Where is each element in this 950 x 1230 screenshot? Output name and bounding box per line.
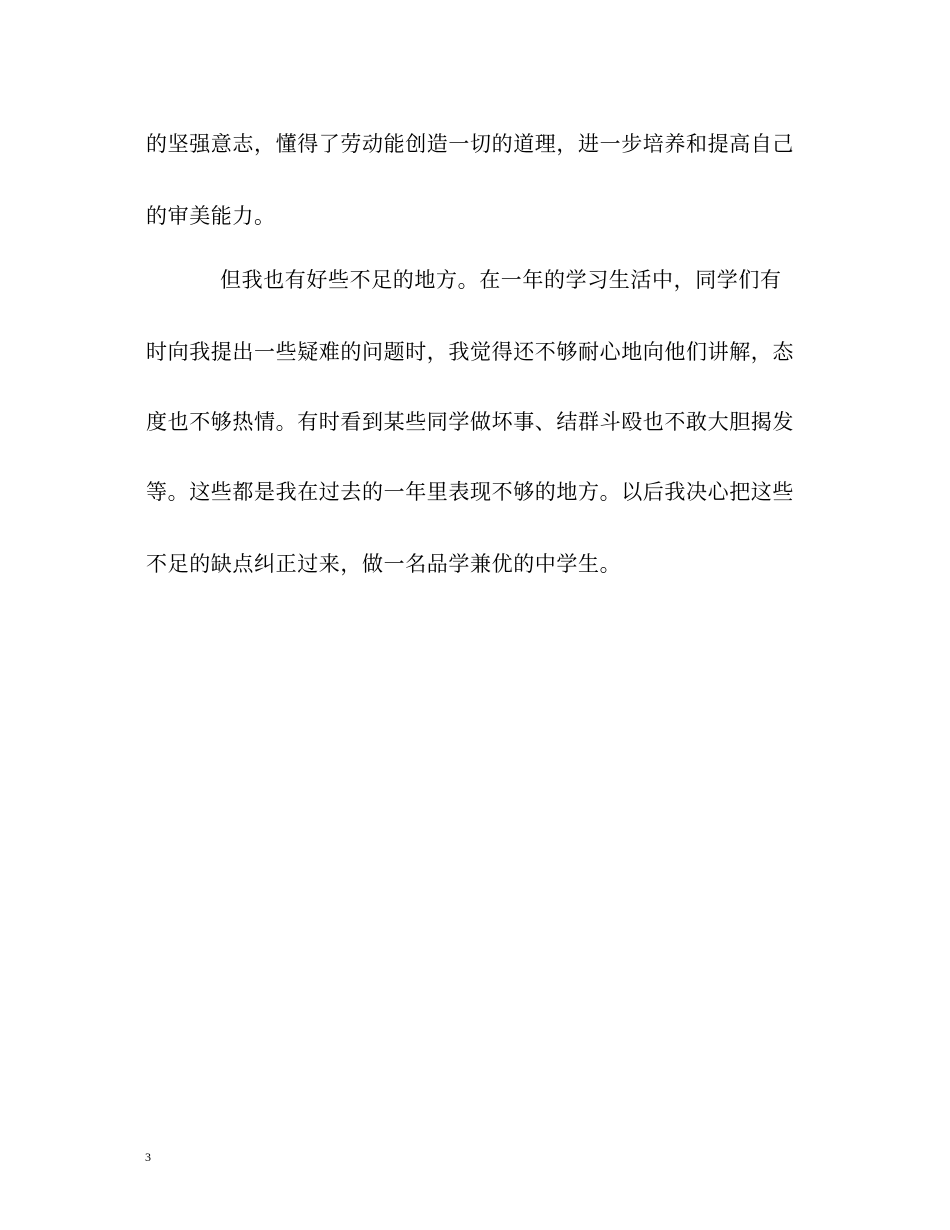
text-line: 的坚强意志，懂得了劳动能创造一切的道理，进一步培养和提高自己 xyxy=(146,132,794,156)
text-line: 但我也有好些不足的地方。在一年的学习生活中，同学们有 xyxy=(220,268,782,292)
text-line: 的审美能力。 xyxy=(146,204,276,228)
text-line: 不足的缺点纠正过来，做一名品学兼优的中学生。 xyxy=(146,552,622,576)
text-line: 度也不够热情。有时看到某些同学做坏事、结群斗殴也不敢大胆揭发 xyxy=(146,410,794,434)
page-number: 3 xyxy=(145,1150,151,1164)
text-line: 时向我提出一些疑难的问题时，我觉得还不够耐心地向他们讲解，态 xyxy=(146,340,794,364)
text-line: 等。这些都是我在过去的一年里表现不够的地方。以后我决心把这些 xyxy=(146,480,794,504)
